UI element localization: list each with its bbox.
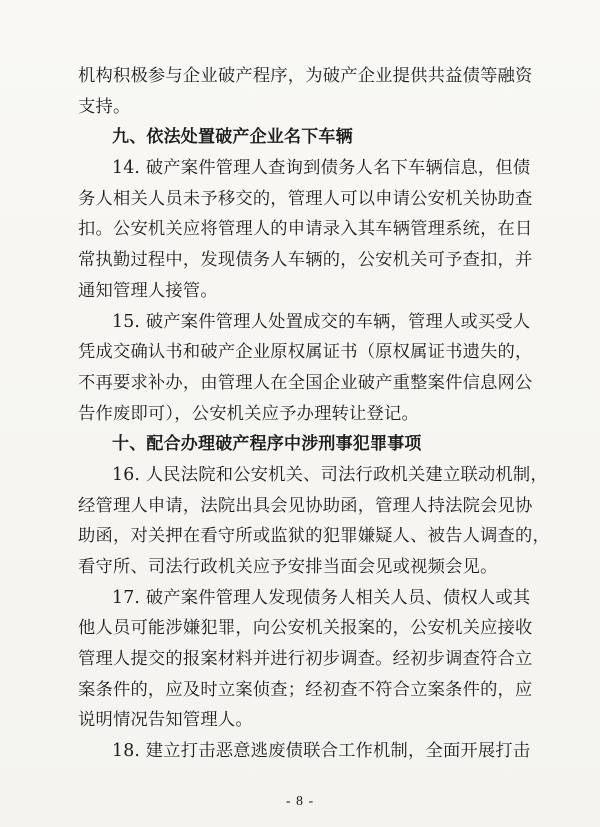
- text-line: 案条件的，应及时立案侦查；经初查不符合立案条件的，应: [78, 679, 533, 700]
- document-body: [78, 66, 550, 772]
- section-heading: 十、配合办理破产程序中涉刑事犯罪事项: [112, 434, 422, 455]
- text-line: 支持。: [78, 96, 131, 117]
- paragraph-first-line: 16. 人民法院和公安机关、司法行政机关建立联动机制，: [112, 464, 548, 485]
- paragraph-first-line: 18. 建立打击恶意逃废债联合工作机制，全面开展打击: [112, 741, 531, 762]
- page-number: - 8 -: [285, 794, 315, 809]
- text-line: 经管理人申请，法院出具会见协助函，管理人持法院会见协: [78, 495, 533, 516]
- text-line: 通知管理人接管。: [78, 280, 218, 301]
- text-line: 助函，对关押在看守所或监狱的犯罪嫌疑人、被告人调查的，: [78, 526, 550, 547]
- text-line: 管理人提交的报案材料并进行初步调查。经初步调查符合立: [78, 649, 533, 670]
- text-line: 告作废即可），公安机关应予办理转让登记。: [78, 403, 419, 424]
- paragraph-first-line: 17. 破产案件管理人发现债务人相关人员、债权人或其: [112, 587, 531, 608]
- paragraph-first-line: 14. 破产案件管理人查询到债务人名下车辆信息，但债: [112, 158, 531, 179]
- text-line: 务人相关人员未予移交的，管理人可以申请公安机关协助查: [78, 188, 533, 209]
- text-line: 说明情况告知管理人。: [78, 710, 253, 731]
- text-line: 凭成交确认书和破产企业原权属证书（原权属证书遗失的，: [78, 342, 533, 363]
- text-line: 扣。公安机关应将管理人的申请录入其车辆管理系统，在日: [78, 219, 533, 240]
- text-line: 看守所、司法行政机关应予安排当面会见或视频会见。: [78, 557, 498, 577]
- text-line: 不再要求补办，由管理人在全国企业破产重整案件信息网公: [78, 372, 533, 393]
- section-heading: 九、依法处置破产企业名下车辆: [112, 127, 353, 148]
- paragraph-first-line: 15. 破产案件管理人处置成交的车辆，管理人或买受人: [112, 311, 531, 332]
- text-line: 机构积极参与企业破产程序，为破产企业提供共益债等融资: [78, 66, 533, 86]
- text-line: 他人员可能涉嫌犯罪，向公安机关报案的，公安机关应接收: [78, 618, 533, 639]
- text-line: 常执勤过程中，发现债务人车辆的，公安机关可予查扣，并: [78, 250, 533, 271]
